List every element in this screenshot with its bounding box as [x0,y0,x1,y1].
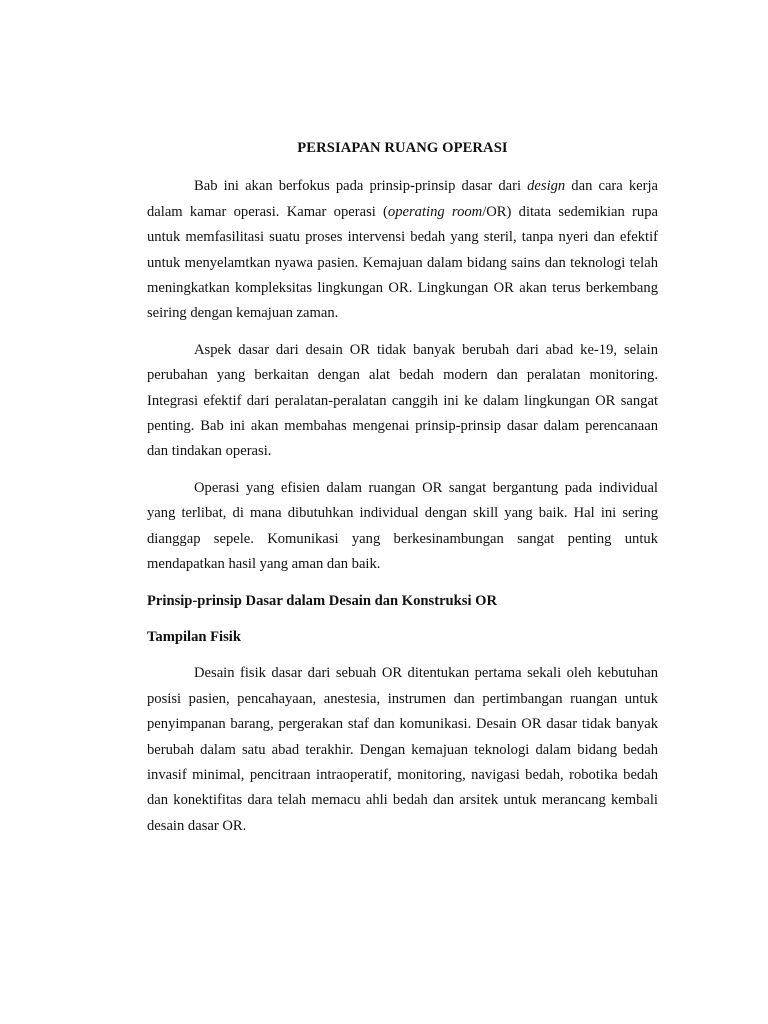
italic-term-design: design [527,178,566,195]
paragraph-intro-text-e: /OR) ditata sedemikian rupa untuk memfasilitasi suatu proses intervensi bedah yang steril, tanpa nyeri dan efektif untuk menyelamtkan nyawa pasien. Kemajuan dalam bidang sains dan teknologi telah meningkatkan kompleksitas lingkungan OR. Lingkungan OR akan terus berkembang seiring dengan kemajuan zaman. [147,203,658,322]
section-heading-prinsip: Prinsip-prinsip Dasar dalam Desain dan Konstruksi OR [147,592,498,609]
paragraph-aspek: Aspek dasar dari desain OR tidak banyak berubah dari abad ke-19, selain perubahan yang berkaitan dengan alat bedah modern dan peralatan monitoring. Integrasi efektif dari peralatan-peralatan canggih ini ke dalam lingkungan OR sangat penting. Bab ini akan membahas mengenai prinsip-prinsip dasar dalam perencanaan dan tindakan operasi. [147,341,658,460]
italic-term-operating-room: operating room [387,203,483,220]
paragraph-intro [147,174,658,326]
subsection-heading-tampilan: Tampilan Fisik [147,628,241,645]
paragraph-intro-text-a: Bab ini akan berfokus pada prinsip-prinsip dasar dari [194,178,528,195]
document-title: PERSIAPAN RUANG OPERASI [297,140,508,156]
document-body [147,136,658,850]
paragraph-operasi: Operasi yang efisien dalam ruangan OR sangat bergantung pada individual yang terlibat, di mana dibutuhkan individual dengan skill yang baik. Hal ini sering dianggap sepele. Komunikasi yang berkesinambungan sangat penting untuk mendapatkan hasil yang aman dan baik. [147,479,658,573]
paragraph-desain-fisik: Desain fisik dasar dari sebuah OR ditentukan pertama sekali oleh kebutuhan posisi pasien, pencahayaan, anestesia, instrumen dan pertimbangan ruangan untuk penyimpanan barang, pergerakan staf dan komunikasi. Desain OR dasar tidak banyak berubah dalam satu abad terakhir. Dengan kemajuan teknologi dalam bidang bedah invasif minimal, pencitraan intraoperatif, monitoring, navigasi bedah, robotika bedah dan konektifitas dara telah memacu ahli bedah dan arsitek untuk merancang kembali desain dasar OR. [147,665,658,834]
paragraph-intro-text-c: dan cara kerja dalam kamar operasi. Kamar operasi ( [147,178,658,220]
